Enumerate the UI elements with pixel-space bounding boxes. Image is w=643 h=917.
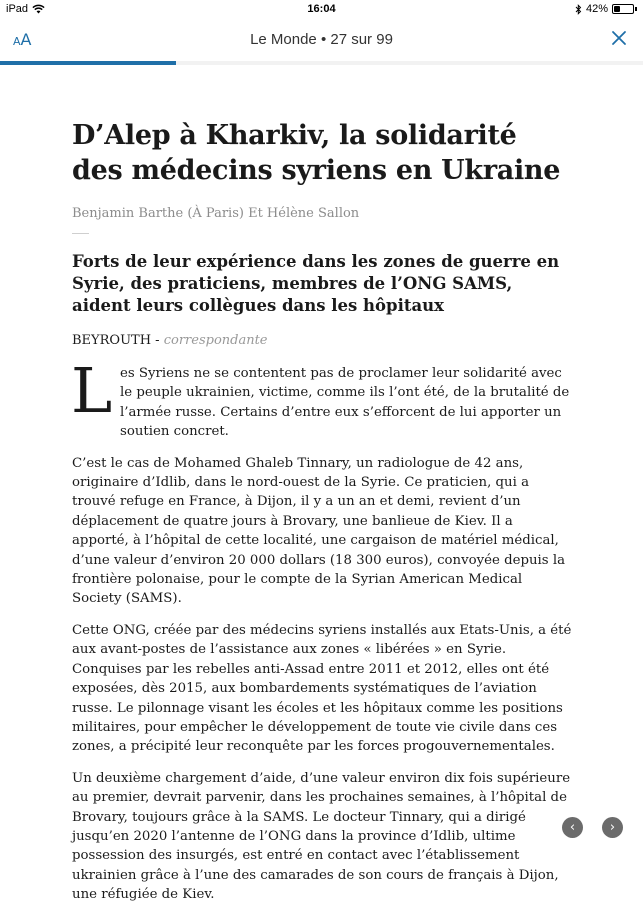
byline-separator: [72, 233, 89, 234]
font-size-big-glyph: A: [20, 30, 32, 49]
article-paragraph: [71, 354, 572, 442]
article-paragraph: C’est le cas de Mohamed Ghaleb Tinnary, un radiologue de 42 ans, originaire d’Idlib, dans le nord-ouest de la Syrie. Ce praticien, qui a trouvé refuge en France, à Dijon, il y a un an et demi, revient d’un déplacement de quatre jours à Brovary, une banlieue de Kiev. Il a apporté, à l’hôpital de cette localité, une cargaison de matériel médical, d’une valeur d’environ 20 000 dollars (18 300 euros), convoyée depuis la frontière polonaise, pour le compte de la Syrian American Medical Society (SAMS).: [72, 455, 566, 607]
publication-title: Le Monde • 27 sur 99: [250, 31, 393, 48]
reader-nav-bar: [0, 18, 643, 64]
status-time: 16:04: [307, 3, 336, 15]
device-label: iPad: [6, 3, 29, 15]
dateline-separator: -: [151, 333, 164, 348]
battery-tip: [635, 7, 637, 11]
article-body: [71, 354, 572, 905]
reading-progress-bar: [0, 61, 643, 65]
article-subhead: Forts de leur expérience dans les zones de guerre en Syrie, des praticiens, membres de l’ONG SAMS, aident leurs collègues dans les hôpitaux: [72, 252, 560, 315]
battery-fill: [614, 6, 620, 12]
next-page-button[interactable]: ›: [602, 817, 623, 838]
article-headline: D’Alep à Kharkiv, la solidarité des médecins syriens en Ukraine: [72, 120, 561, 186]
article-dateline: [72, 333, 572, 348]
status-right: [575, 3, 637, 15]
reading-progress-fill: [0, 61, 176, 65]
dateline-place: BEYROUTH: [72, 333, 152, 348]
previous-page-button[interactable]: ‹: [562, 817, 583, 838]
font-size-small-glyph: A: [13, 35, 21, 48]
dateline-role: correspondante: [163, 333, 268, 348]
status-bar: [0, 0, 643, 18]
battery-icon: [612, 4, 634, 14]
paragraph-text: es Syriens ne se contentent pas de proclamer leur solidarité avec le peuple ukrainien, victime, comme ils l’ont été, de la brutalité de l’armée russe. Certains d’entre eux s’efforcent de lui apporter un soutien concret.: [120, 366, 570, 440]
bluetooth-icon: [575, 4, 582, 15]
article-byline: Benjamin Barthe (À Paris) Et Hélène Sallon: [72, 206, 360, 221]
close-icon[interactable]: [609, 28, 629, 48]
article: [72, 118, 572, 917]
article-paragraph: Un deuxième chargement d’aide, d’une valeur environ dix fois supérieure au premier, devrait parvenir, dans les prochaines semaines, à l’hôpital de Brovary, toujours grâce à la SAMS. Le docteur Tinnary, qui a dirigé jusqu’en 2020 l’antenne de l’ONG dans la province d’Idlib, ultime possession des insurgés, est entré en contact avec l’établissement ukrainien grâce à l’une des camarades de son cours de français à Dijon, une réfugiée de Kiev.: [72, 770, 571, 903]
article-paragraph: Cette ONG, créée par des médecins syriens installés aux Etats-Unis, a été aux avant-postes de l’assistance aux zones « libérées » en Syrie. Conquises par les rebelles anti-Assad entre 2011 et 2012, elles ont été exposées, dès 2015, aux bombardements systématiques de l’aviation russe. Le pilonnage visant les écoles et les hôpitaux comme les positions militaires, pour empêcher le développement de toute vie civile dans ces zones, a précipité leur reconquête par les forces progouvernementales.: [72, 622, 572, 755]
drop-cap: L: [71, 354, 113, 427]
battery-percent: 42%: [585, 3, 608, 15]
